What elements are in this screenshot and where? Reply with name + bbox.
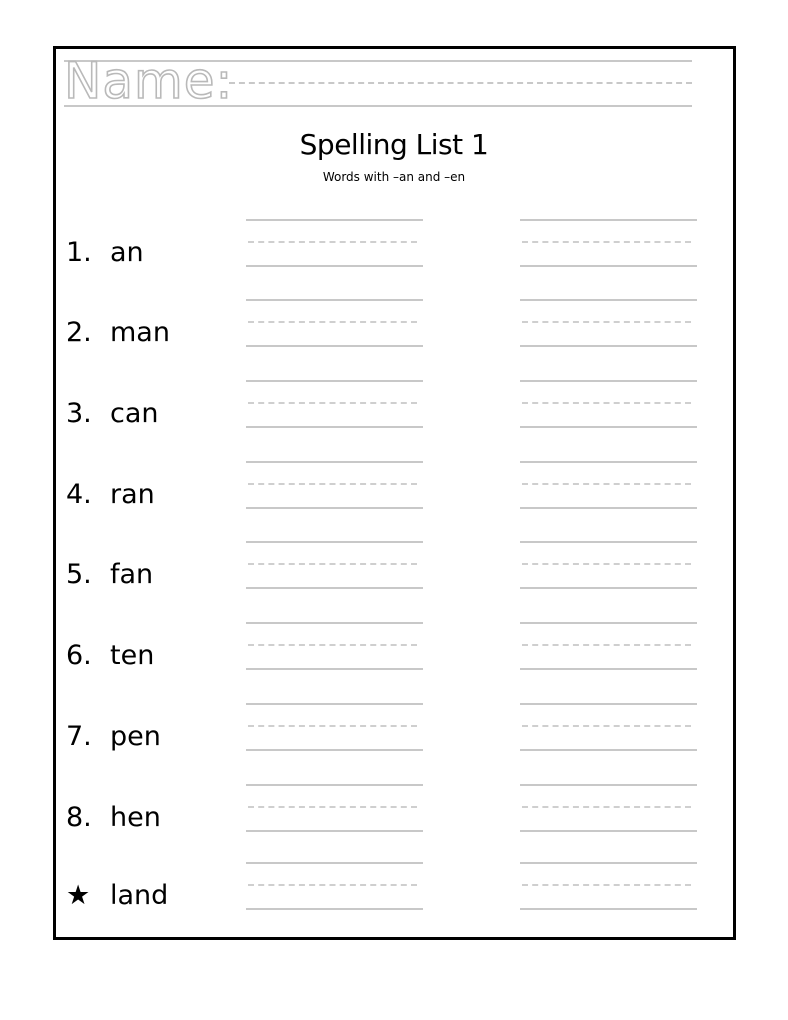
name-dashed-midline xyxy=(229,82,692,84)
guide-top-line xyxy=(520,461,697,463)
writing-line-2[interactable] xyxy=(520,461,697,511)
guide-dashed-line xyxy=(522,483,691,485)
guide-top-line xyxy=(520,380,697,382)
name-label: Name: xyxy=(64,52,234,110)
guide-dashed-line xyxy=(522,725,691,727)
guide-base-line xyxy=(520,507,697,509)
guide-top-line xyxy=(520,219,697,221)
word-number: 7. xyxy=(66,721,92,752)
guide-base-line xyxy=(520,345,697,347)
guide-base-line xyxy=(246,265,423,267)
guide-dashed-line xyxy=(522,402,691,404)
guide-dashed-line xyxy=(248,483,417,485)
word-number: 2. xyxy=(66,317,92,348)
guide-dashed-line xyxy=(522,241,691,243)
guide-top-line xyxy=(246,541,423,543)
word-number: 5. xyxy=(66,559,92,590)
word-number: 6. xyxy=(66,640,92,671)
guide-base-line xyxy=(520,908,697,910)
writing-line-2[interactable] xyxy=(520,622,697,672)
guide-base-line xyxy=(520,426,697,428)
guide-top-line xyxy=(246,299,423,301)
guide-top-line xyxy=(520,299,697,301)
guide-top-line xyxy=(520,622,697,624)
guide-base-line xyxy=(520,830,697,832)
word-row xyxy=(0,622,788,682)
guide-dashed-line xyxy=(522,563,691,565)
writing-line-1[interactable] xyxy=(246,703,423,753)
guide-base-line xyxy=(246,507,423,509)
spelling-word: hen xyxy=(110,802,161,833)
guide-dashed-line xyxy=(248,725,417,727)
writing-line-2[interactable] xyxy=(520,703,697,753)
guide-top-line xyxy=(246,461,423,463)
page-title: Spelling List 1 xyxy=(299,128,489,161)
writing-line-2[interactable] xyxy=(520,380,697,430)
spelling-word: can xyxy=(110,398,159,429)
writing-line-2[interactable] xyxy=(520,541,697,591)
writing-line-2[interactable] xyxy=(520,862,697,912)
writing-line-1[interactable] xyxy=(246,862,423,912)
word-row xyxy=(0,299,788,359)
writing-line-1[interactable] xyxy=(246,784,423,834)
guide-base-line xyxy=(520,749,697,751)
writing-line-1[interactable] xyxy=(246,299,423,349)
writing-line-1[interactable] xyxy=(246,622,423,672)
writing-line-2[interactable] xyxy=(520,219,697,269)
guide-dashed-line xyxy=(248,402,417,404)
word-row xyxy=(0,703,788,763)
guide-top-line xyxy=(246,784,423,786)
guide-dashed-line xyxy=(248,806,417,808)
guide-top-line xyxy=(246,380,423,382)
guide-base-line xyxy=(520,587,697,589)
guide-dashed-line xyxy=(248,644,417,646)
guide-top-line xyxy=(246,703,423,705)
word-number: 3. xyxy=(66,398,92,429)
star-icon: ★ xyxy=(66,880,91,911)
writing-line-1[interactable] xyxy=(246,541,423,591)
name-writing-area[interactable] xyxy=(64,52,692,110)
guide-dashed-line xyxy=(248,563,417,565)
spelling-word: ten xyxy=(110,640,155,671)
guide-base-line xyxy=(520,265,697,267)
guide-base-line xyxy=(246,426,423,428)
guide-top-line xyxy=(520,862,697,864)
writing-line-1[interactable] xyxy=(246,461,423,511)
writing-line-2[interactable] xyxy=(520,299,697,349)
guide-top-line xyxy=(246,862,423,864)
spelling-word: ran xyxy=(110,479,155,510)
guide-base-line xyxy=(246,749,423,751)
writing-line-1[interactable] xyxy=(246,219,423,269)
word-row xyxy=(0,219,788,279)
word-number: 1. xyxy=(66,237,92,268)
guide-base-line xyxy=(520,668,697,670)
guide-top-line xyxy=(520,784,697,786)
guide-base-line xyxy=(246,908,423,910)
guide-dashed-line xyxy=(522,806,691,808)
word-number: 4. xyxy=(66,479,92,510)
writing-line-2[interactable] xyxy=(520,784,697,834)
word-row xyxy=(0,541,788,601)
spelling-word: fan xyxy=(110,559,154,590)
spelling-word: land xyxy=(110,880,169,911)
guide-dashed-line xyxy=(522,321,691,323)
writing-line-1[interactable] xyxy=(246,380,423,430)
word-row-bonus xyxy=(0,862,788,922)
guide-top-line xyxy=(520,541,697,543)
guide-dashed-line xyxy=(248,884,417,886)
guide-dashed-line xyxy=(522,644,691,646)
spelling-word: an xyxy=(110,237,144,268)
word-number: 8. xyxy=(66,802,92,833)
guide-dashed-line xyxy=(248,321,417,323)
guide-top-line xyxy=(246,219,423,221)
guide-top-line xyxy=(246,622,423,624)
guide-base-line xyxy=(246,345,423,347)
guide-dashed-line xyxy=(522,884,691,886)
spelling-word: pen xyxy=(110,721,161,752)
word-row xyxy=(0,380,788,440)
guide-base-line xyxy=(246,830,423,832)
guide-dashed-line xyxy=(248,241,417,243)
page-subtitle: Words with –an and –en xyxy=(322,170,466,184)
spelling-word: man xyxy=(110,317,170,348)
word-row xyxy=(0,461,788,521)
guide-base-line xyxy=(246,668,423,670)
word-row xyxy=(0,784,788,844)
guide-base-line xyxy=(246,587,423,589)
guide-top-line xyxy=(520,703,697,705)
